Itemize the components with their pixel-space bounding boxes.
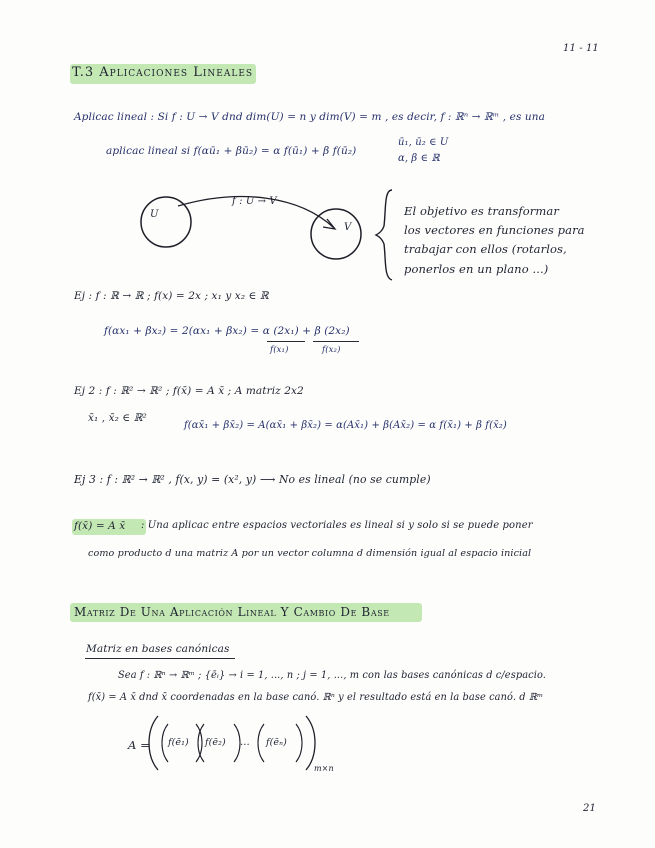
section-line-1: Sea f : ℝⁿ → ℝᵐ ; {ēᵢ} → i = 1, ..., n ; j = 1, ..., m con las bases canónicas d c/espacio. — [118, 670, 546, 681]
matrix-col-1: f(ē₁) — [168, 737, 189, 748]
domain-label: U — [150, 209, 159, 220]
page-number: 21 — [583, 803, 596, 814]
ej2-line-1: Ej 2 : f : ℝ² → ℝ² ; f(x̄) = A x̄ ; A matriz 2x2 — [74, 385, 304, 397]
theorem-line-2: como producto d una matriz A por un vector columna d dimensión igual al espacio inicial — [88, 548, 532, 559]
matrix-col-2: f(ē₂) — [205, 737, 226, 748]
section-line-2: f(x̄) = A x̄ dnd x̄ coordenadas en la base canó. ℝⁿ y el resultado está en la base canó. d ℝᵐ — [88, 692, 544, 703]
diagram-note-line-4: ponerlos en un plano ...) — [404, 262, 549, 276]
outer-left-paren — [149, 716, 158, 770]
definition-condition-1: ū₁, ū₂ ∈ U — [398, 137, 449, 148]
ej1-line-2: f(αx₁ + βx₂) = 2(αx₁ + βx₂) = α (2x₁) + β (2x₂) — [104, 325, 350, 337]
ej1-sub-1: f(x₁) — [270, 345, 289, 355]
matrix-lhs: A = — [128, 738, 150, 752]
ej2-line-2: x̄₁ , x̄₂ ∈ ℝ² — [88, 412, 147, 424]
ej3-line-1: Ej 3 : f : ℝ² → ℝ² , f(x, y) = (x², y) ⟶ No es lineal (no se cumple) — [74, 473, 431, 486]
matrix-dimension: m×n — [314, 764, 334, 773]
ej1-line-1: Ej : f : ℝ → ℝ ; f(x) = 2x ; x₁ y x₂ ∈ ℝ — [74, 290, 269, 302]
definition-line-1: Aplicac lineal : Si f : U → V dnd dim(U) = n y dim(V) = m , es decir, f : ℝⁿ → ℝᵐ , es una — [74, 111, 545, 123]
theorem-line-1: : Una aplicac entre espacios vectoriales es lineal si y solo si se puede poner — [141, 520, 533, 531]
section-subtitle: Matriz en bases canónicas — [86, 643, 230, 655]
matrix-dots: ... — [240, 737, 250, 748]
ej2-line-3: f(αx̄₁ + βx̄₂) = A(αx̄₁ + βx̄₂) = α(Ax̄₁) + β(Ax̄₂) = α f(x̄₁) + β f(x̄₂) — [184, 420, 507, 431]
outer-right-paren — [306, 716, 315, 770]
codomain-label: V — [344, 222, 352, 233]
theorem-key: f(x̄) = A x̄ — [74, 520, 126, 532]
diagram-note-line-1: El objetivo es transformar — [404, 204, 559, 218]
diagram-note-line-3: trabajar con ellos (rotarlos, — [404, 242, 567, 256]
definition-line-2: aplicac lineal si f(αū₁ + βū₂) = α f(ū₁) + β f(ū₂) — [106, 145, 357, 157]
mapping-label: f : U → V — [232, 196, 277, 207]
ej1-sub-2: f(x₂) — [322, 345, 341, 355]
definition-condition-2: α, β ∈ ℝ — [398, 153, 440, 164]
matrix-col-n: f(ēₙ) — [266, 737, 287, 748]
chapter-title: T.3 Aplicaciones Lineales — [72, 65, 254, 80]
section-title: Matriz De Una Aplicación Lineal Y Cambio De Base — [74, 605, 390, 619]
diagram-note-line-2: los vectores en funciones para — [404, 223, 585, 237]
coln-left-paren — [258, 724, 264, 762]
coln-right-paren — [296, 724, 302, 762]
page-date: 11 - 11 — [563, 43, 599, 54]
